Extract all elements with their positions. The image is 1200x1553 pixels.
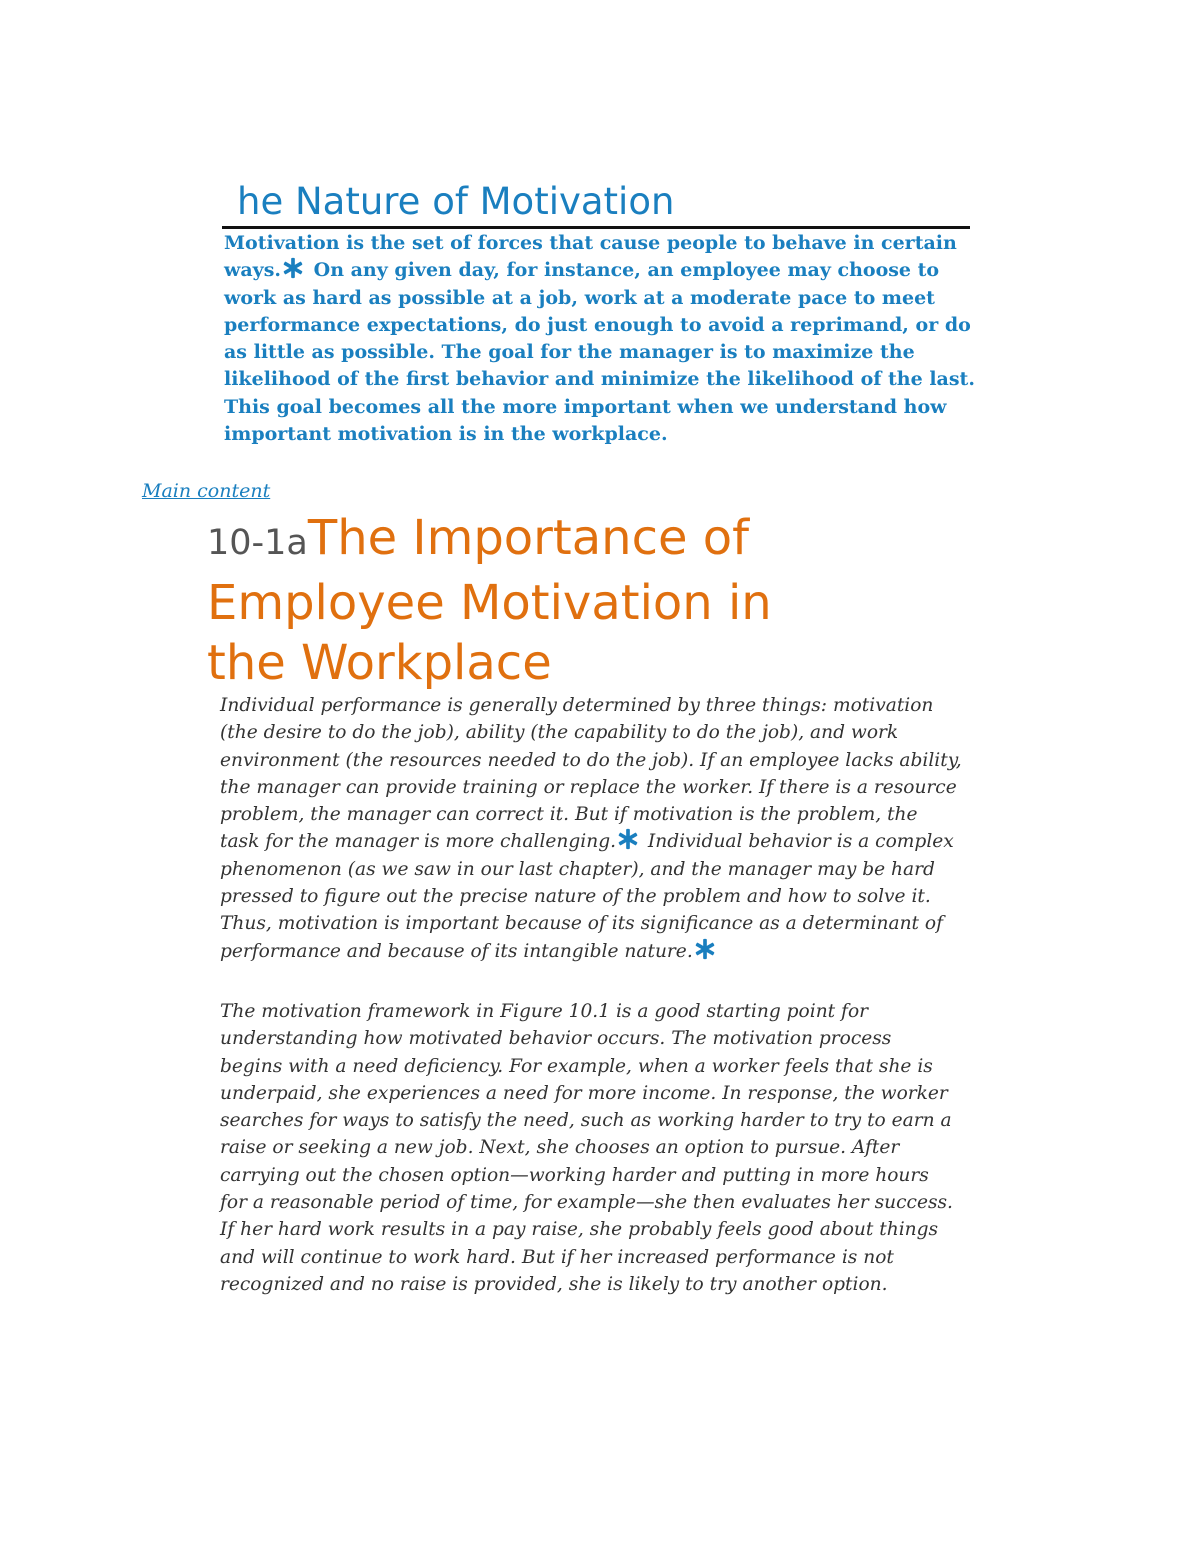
paragraph-line: raise or seeking a new job. Next, she chooses an option to pursue. After [220, 1137, 900, 1159]
paragraph-line: problem, the manager can correct it. But if motivation is the problem, the [220, 804, 918, 826]
heading-line: Employee Motivation in [207, 575, 772, 631]
paragraph-line: pressed to figure out the precise nature of the problem and how to solve it. [220, 886, 931, 908]
paragraph-line-end: Individual behavior is a complex [642, 831, 954, 853]
paragraph-line-start: task for the manager is more challenging. [220, 831, 617, 853]
heading-line [207, 508, 967, 573]
motivation-definition [224, 230, 984, 448]
paragraph-line: for a reasonable period of time, for example—she then evaluates her success. [220, 1192, 953, 1214]
section-title: he Nature of Motivation [237, 180, 675, 223]
definition-line: as little as possible. The goal for the manager is to maximize the [224, 341, 915, 364]
asterisk-icon[interactable] [617, 828, 639, 850]
main-content-link[interactable]: Main content [142, 480, 271, 502]
paragraph-line: carrying out the chosen option—working harder and putting in more hours [220, 1164, 929, 1186]
paragraph-line [220, 938, 1000, 965]
paragraph-line: underpaid, she experiences a need for more income. In response, the worker [220, 1082, 948, 1104]
definition-line: Motivation is the set of forces that cause people to behave in certain [224, 232, 957, 254]
paragraph-line: (the desire to do the job), ability (the capability to do the job), and work [220, 722, 899, 744]
framework-paragraph [220, 998, 1000, 1298]
definition-line-start: ways. [224, 259, 282, 282]
definition-line-end: On any given day, for instance, an employee may choose to [307, 259, 940, 282]
paragraph-line: environment (the resources needed to do the job). If an employee lacks ability, [220, 749, 962, 771]
asterisk-icon[interactable] [282, 257, 304, 279]
importance-paragraph [220, 692, 1000, 965]
title-underline-rule [222, 226, 970, 229]
paragraph-line: and will continue to work hard. But if her increased performance is not [220, 1246, 894, 1268]
paragraph-line: If her hard work results in a pay raise, she probably feels good about things [220, 1219, 939, 1241]
subsection-heading [207, 508, 967, 693]
definition-line: likelihood of the first behavior and minimize the likelihood of the last. [224, 368, 975, 391]
definition-line: important motivation is in the workplace. [224, 423, 668, 446]
paragraph-line-start: performance and because of its intangible nature. [220, 940, 693, 962]
definition-line: work as hard as possible at a job, work at a moderate pace to meet [224, 286, 935, 309]
paragraph-line: searches for ways to satisfy the need, such as working harder to try to earn a [220, 1110, 952, 1132]
definition-line: performance expectations, do just enough to avoid a reprimand, or do [224, 313, 971, 336]
paragraph-line: Individual performance is generally determined by three things: motivation [220, 695, 934, 716]
paragraph-line: understanding how motivated behavior occurs. The motivation process [220, 1028, 892, 1050]
paragraph-line: The motivation framework in Figure 10.1 is a good starting point for [220, 1001, 869, 1022]
heading-title-part: The Importance of [307, 510, 750, 566]
paragraph-line: the manager can provide training or replace the worker. If there is a resource [220, 776, 957, 798]
paragraph-line: phenomenon (as we saw in our last chapter), and the manager may be hard [220, 858, 935, 880]
paragraph-line: begins with a need deficiency. For example, when a worker feels that she is [220, 1055, 933, 1077]
definition-line [224, 257, 984, 284]
paragraph-line: Thus, motivation is important because of its significance as a determinant of [220, 913, 944, 935]
heading-line: the Workplace [207, 635, 552, 691]
section-number: 10-1a [207, 523, 308, 563]
paragraph-line: recognized and no raise is provided, she is likely to try another option. [220, 1273, 888, 1295]
paragraph-line [220, 828, 1000, 855]
asterisk-icon[interactable] [694, 938, 716, 960]
definition-line: This goal becomes all the more important when we understand how [224, 395, 947, 418]
